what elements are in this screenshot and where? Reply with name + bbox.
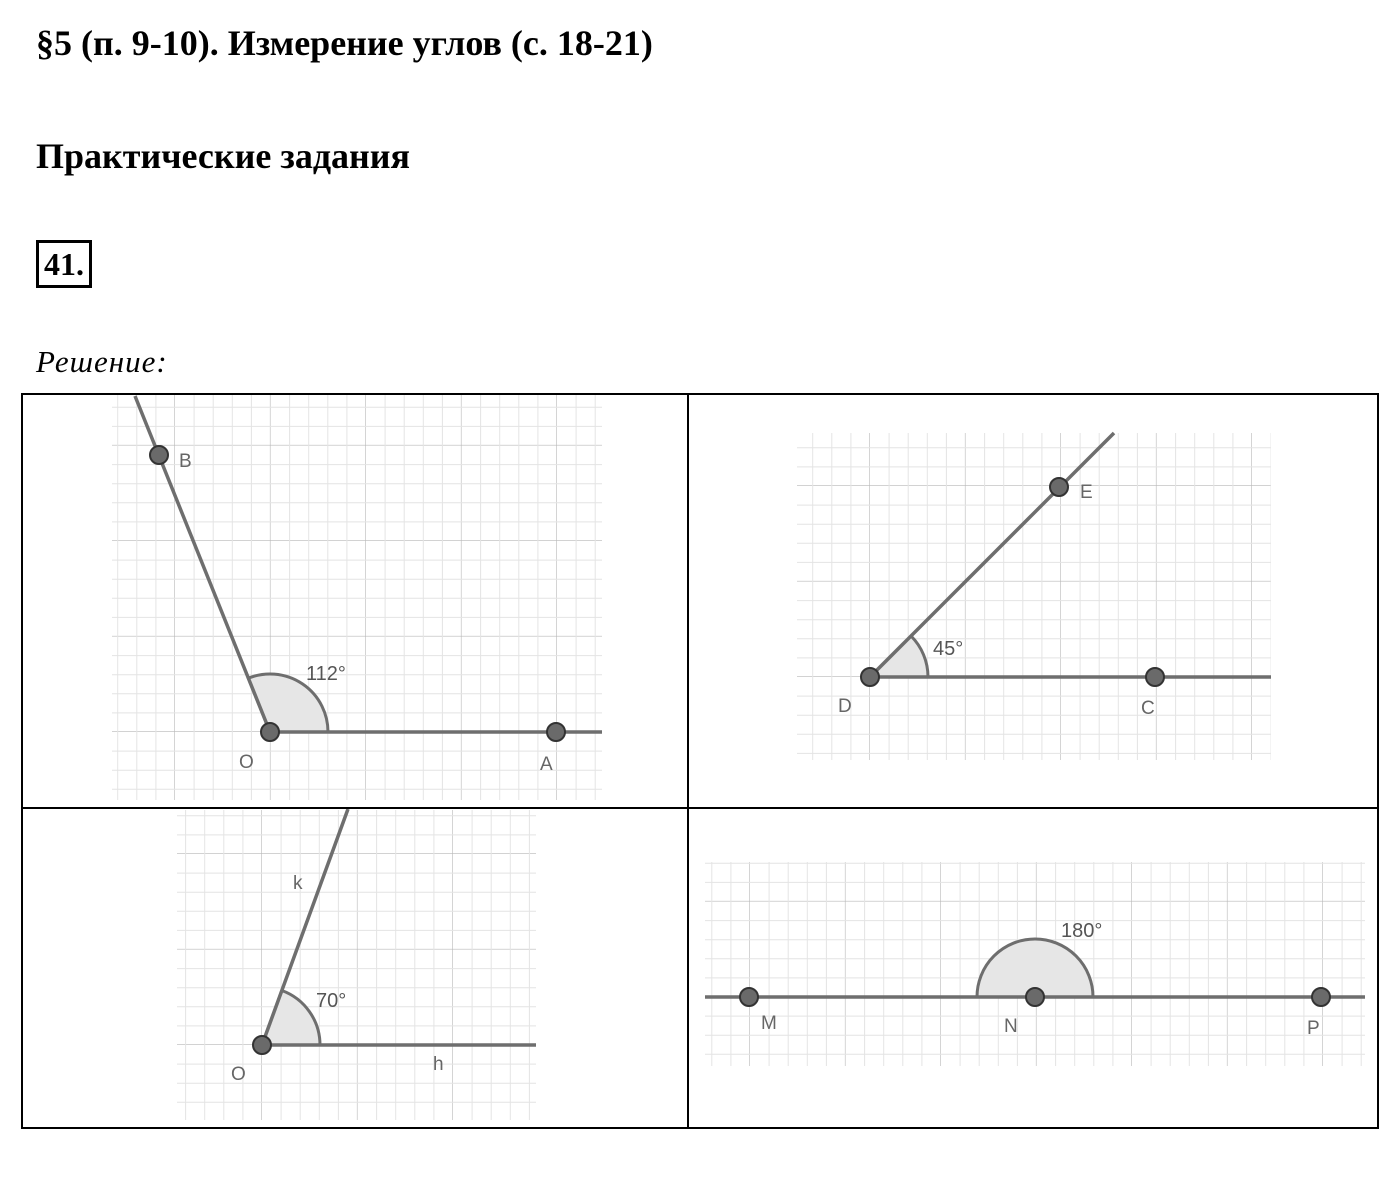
point-b-label: B: [179, 451, 192, 472]
point-n-label: N: [1004, 1016, 1018, 1037]
point-o: [253, 1036, 271, 1054]
page-title: §5 (п. 9-10). Измерение углов (с. 18-21): [36, 23, 653, 63]
point-o-label: O: [231, 1064, 246, 1085]
angle-value-label: 45°: [933, 638, 964, 660]
grid-background: [797, 433, 1271, 760]
point-a: [547, 723, 565, 741]
task-number-box: 41.: [36, 240, 92, 288]
point-m: [740, 988, 758, 1006]
figure-angle-kh: [177, 809, 536, 1120]
point-b: [150, 446, 168, 464]
ray-h-label: h: [433, 1054, 444, 1075]
point-d-label: D: [838, 696, 852, 717]
point-n: [1026, 988, 1044, 1006]
point-d: [861, 668, 879, 686]
ray-k-label: k: [293, 873, 303, 894]
figure-angle-mnp: [705, 862, 1365, 1066]
angle-value-label: 112°: [306, 663, 346, 685]
point-p: [1312, 988, 1330, 1006]
point-e: [1050, 478, 1068, 496]
point-a-label: A: [540, 754, 553, 775]
angle-value-label: 180°: [1061, 920, 1103, 942]
section-subtitle: Практические задания: [36, 136, 410, 176]
figure-angle-boa: [112, 395, 602, 800]
point-o-label: O: [239, 752, 254, 773]
point-e-label: E: [1080, 482, 1093, 503]
point-c: [1146, 668, 1164, 686]
point-m-label: M: [761, 1013, 777, 1034]
point-c-label: C: [1141, 698, 1155, 719]
angle-value-label: 70°: [316, 990, 347, 1012]
point-p-label: P: [1307, 1018, 1320, 1039]
solution-label: Решение:: [36, 344, 168, 379]
figure-angle-edc: [797, 433, 1271, 760]
point-o: [261, 723, 279, 741]
